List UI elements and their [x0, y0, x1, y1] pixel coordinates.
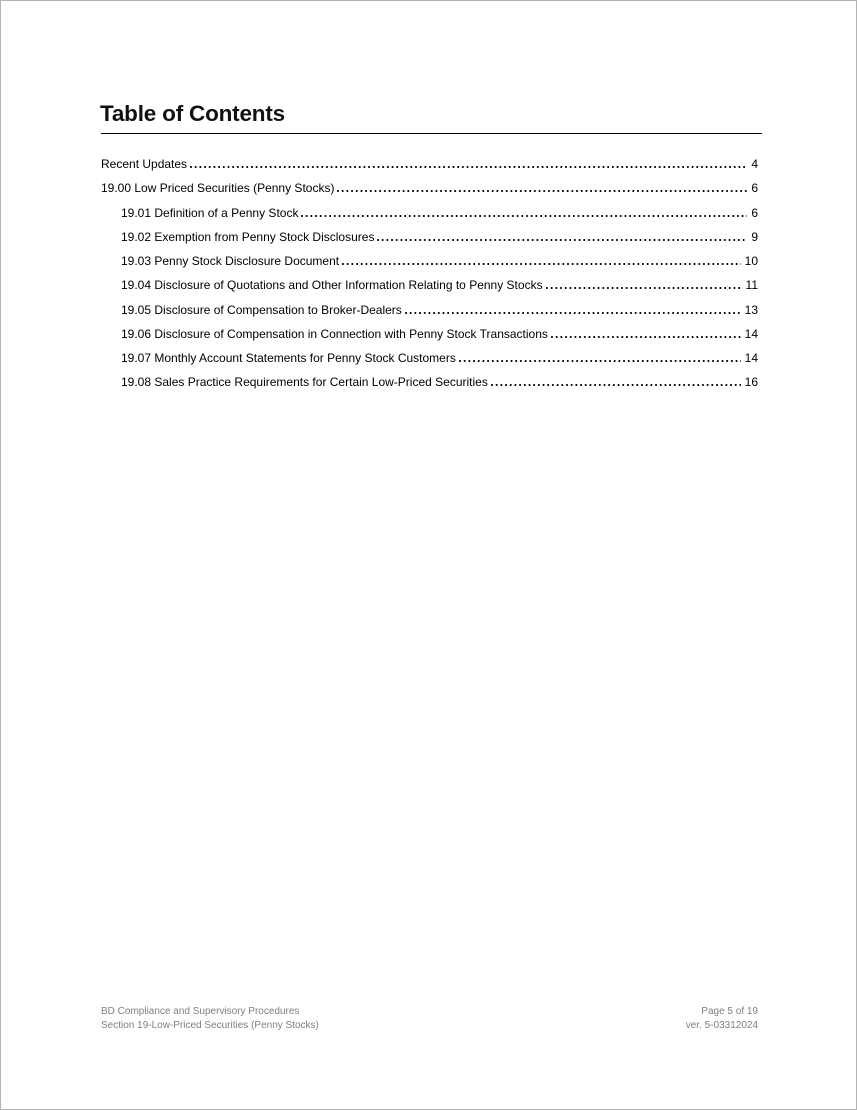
page-footer [101, 1005, 758, 1033]
toc-entry-page-number: 4 [751, 157, 758, 171]
toc-entry[interactable] [101, 249, 758, 273]
footer-page-number: Page 5 of 19 [701, 1006, 758, 1017]
dot-leader [377, 239, 747, 241]
toc-entry-page-number: 6 [751, 181, 758, 196]
toc-entry[interactable] [101, 225, 758, 249]
toc-entry[interactable] [101, 273, 758, 297]
toc-entry-label[interactable]: 19.06 Disclosure of Compensation in Connection with Penny Stock Transactions [121, 326, 548, 341]
footer-right-block [686, 1005, 758, 1033]
toc-entry-label[interactable]: 19.02 Exemption from Penny Stock Disclosures [121, 229, 375, 244]
toc-entry-page-number: 6 [751, 205, 758, 220]
toc-entry-page-number: 10 [744, 254, 758, 268]
toc-entry-page-number: 14 [744, 326, 758, 341]
footer-section-title: Section 19-Low-Priced Securities (Penny Stocks) [101, 1020, 319, 1031]
toc-entry-page-number: 13 [744, 302, 758, 317]
dot-leader [551, 336, 741, 338]
dot-leader [405, 312, 741, 314]
toc-entry-page-number: 11 [745, 278, 758, 293]
table-of-contents-list [101, 152, 758, 395]
dot-leader [546, 287, 742, 289]
toc-entry-label[interactable]: 19.04 Disclosure of Quotations and Other Information Relating to Penny Stocks [121, 278, 543, 293]
toc-entry[interactable] [101, 322, 758, 346]
toc-entry[interactable] [101, 346, 758, 370]
dot-leader [190, 166, 747, 168]
toc-entry-page-number: 16 [744, 375, 758, 390]
toc-entry-label[interactable]: 19.01 Definition of a Penny Stock [121, 205, 299, 220]
dot-leader [337, 190, 747, 192]
page-title: Table of Contents [100, 101, 285, 126]
toc-entry[interactable] [101, 152, 758, 176]
toc-entry-label[interactable]: Recent Updates [101, 157, 188, 171]
toc-entry[interactable] [101, 298, 758, 322]
toc-entry[interactable] [101, 370, 758, 394]
dot-leader [491, 384, 741, 386]
footer-left-block [101, 1005, 319, 1033]
toc-entry-label[interactable]: 19.08 Sales Practice Requirements for Certain Low-Priced Securities [121, 375, 488, 390]
toc-entry-page-number: 14 [744, 351, 758, 365]
toc-entry-label[interactable]: 19.03 Penny Stock Disclosure Document [121, 254, 340, 268]
toc-entry-label[interactable]: 19.07 Monthly Account Statements for Penny Stock Customers [121, 351, 456, 365]
dot-leader [301, 215, 747, 217]
footer-version: ver. 5-03312024 [685, 1020, 758, 1031]
dot-leader [459, 360, 741, 362]
title-underline [101, 133, 762, 134]
dot-leader [342, 263, 741, 265]
toc-entry[interactable] [101, 176, 758, 200]
toc-entry-label[interactable]: 19.00 Low Priced Securities (Penny Stocks) [101, 181, 335, 196]
toc-entry[interactable] [101, 201, 758, 225]
footer-document-title: BD Compliance and Supervisory Procedures [101, 1006, 300, 1017]
toc-entry-label[interactable]: 19.05 Disclosure of Compensation to Broker-Dealers [121, 302, 402, 317]
toc-entry-page-number: 9 [751, 229, 758, 244]
